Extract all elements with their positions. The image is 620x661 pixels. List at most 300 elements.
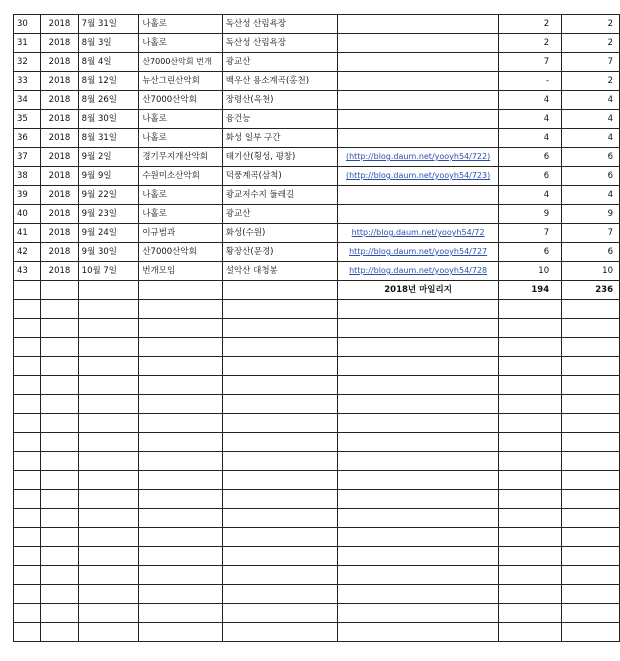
- date-cell: 8월 12일: [78, 72, 139, 91]
- place-cell: 화성(수원): [222, 224, 337, 243]
- empty-cell: [41, 604, 78, 623]
- empty-cell: [139, 623, 222, 642]
- empty-cell: [78, 319, 139, 338]
- place-cell: 설악산 대청봉: [222, 262, 337, 281]
- empty-row: [14, 433, 620, 452]
- value2-cell: 2: [562, 15, 620, 34]
- mileage-sheet: [13, 14, 620, 642]
- empty-cell: [337, 319, 498, 338]
- empty-cell: [562, 376, 620, 395]
- empty-cell: [139, 528, 222, 547]
- row-number: 36: [14, 129, 41, 148]
- empty-cell: [222, 433, 337, 452]
- year-cell: 2018: [41, 34, 78, 53]
- empty-cell: [222, 338, 337, 357]
- empty-cell: [139, 509, 222, 528]
- place-cell: 독산성 산림욕장: [222, 15, 337, 34]
- empty-cell: [337, 338, 498, 357]
- empty-cell: [222, 281, 337, 300]
- empty-cell: [499, 585, 562, 604]
- empty-row: [14, 376, 620, 395]
- empty-row: [14, 604, 620, 623]
- empty-cell: [14, 547, 41, 566]
- empty-cell: [499, 433, 562, 452]
- group-cell: 나홀로: [139, 129, 222, 148]
- empty-row: [14, 395, 620, 414]
- empty-row: [14, 414, 620, 433]
- value1-cell: 10: [499, 262, 562, 281]
- empty-cell: [14, 452, 41, 471]
- empty-row: [14, 357, 620, 376]
- empty-cell: [41, 357, 78, 376]
- value2-cell: 4: [562, 110, 620, 129]
- mileage-table: [13, 14, 620, 642]
- empty-cell: [222, 319, 337, 338]
- empty-cell: [337, 623, 498, 642]
- empty-cell: [222, 414, 337, 433]
- link-cell[interactable]: [337, 148, 498, 167]
- empty-cell: [14, 395, 41, 414]
- year-cell: 2018: [41, 15, 78, 34]
- empty-cell: [499, 376, 562, 395]
- value1-cell: 9: [499, 205, 562, 224]
- table-row: [14, 262, 620, 281]
- value1-cell: -: [499, 72, 562, 91]
- empty-cell: [139, 319, 222, 338]
- date-cell: 9월 24일: [78, 224, 139, 243]
- year-cell: 2018: [41, 129, 78, 148]
- empty-cell: [78, 566, 139, 585]
- value1-cell: 7: [499, 224, 562, 243]
- empty-cell: [139, 452, 222, 471]
- value1-cell: 2: [499, 34, 562, 53]
- empty-cell: [337, 414, 498, 433]
- link-cell: [337, 34, 498, 53]
- value2-cell: 7: [562, 53, 620, 72]
- empty-cell: [14, 376, 41, 395]
- table-row: [14, 243, 620, 262]
- empty-cell: [78, 414, 139, 433]
- value2-cell: 7: [562, 224, 620, 243]
- place-cell: 광교산: [222, 205, 337, 224]
- empty-cell: [78, 357, 139, 376]
- empty-cell: [222, 471, 337, 490]
- total-row: [14, 281, 620, 300]
- row-number: 37: [14, 148, 41, 167]
- empty-cell: [41, 528, 78, 547]
- empty-cell: [499, 414, 562, 433]
- place-cell: 광교산: [222, 53, 337, 72]
- empty-cell: [14, 585, 41, 604]
- empty-cell: [562, 319, 620, 338]
- year-cell: 2018: [41, 53, 78, 72]
- empty-cell: [139, 357, 222, 376]
- empty-cell: [222, 300, 337, 319]
- empty-cell: [222, 376, 337, 395]
- empty-cell: [41, 490, 78, 509]
- empty-cell: [78, 604, 139, 623]
- year-cell: 2018: [41, 110, 78, 129]
- row-number: 31: [14, 34, 41, 53]
- empty-row: [14, 319, 620, 338]
- empty-cell: [222, 585, 337, 604]
- value2-cell: 9: [562, 205, 620, 224]
- empty-cell: [41, 566, 78, 585]
- date-cell: 8월 31일: [78, 129, 139, 148]
- empty-cell: [41, 414, 78, 433]
- date-cell: 10월 7일: [78, 262, 139, 281]
- empty-row: [14, 471, 620, 490]
- empty-cell: [78, 338, 139, 357]
- date-cell: 7월 31일: [78, 15, 139, 34]
- empty-cell: [139, 566, 222, 585]
- table-row: [14, 34, 620, 53]
- empty-cell: [139, 281, 222, 300]
- group-cell: 수원미소산악회: [139, 167, 222, 186]
- empty-cell: [139, 471, 222, 490]
- empty-cell: [41, 452, 78, 471]
- value1-cell: 2: [499, 15, 562, 34]
- group-cell: 뉴산그린산악회: [139, 72, 222, 91]
- blog-link[interactable]: (http://blog.daum.net/yooyh54/723): [345, 171, 491, 180]
- empty-cell: [562, 357, 620, 376]
- empty-cell: [139, 490, 222, 509]
- date-cell: 8월 4일: [78, 53, 139, 72]
- empty-cell: [78, 509, 139, 528]
- total-value: 194: [499, 281, 562, 300]
- total-label: 2018년 마일리지: [337, 281, 498, 300]
- row-number: 33: [14, 72, 41, 91]
- empty-cell: [337, 300, 498, 319]
- row-number: 30: [14, 15, 41, 34]
- empty-cell: [14, 528, 41, 547]
- empty-cell: [78, 528, 139, 547]
- group-cell: 나홀로: [139, 205, 222, 224]
- year-cell: 2018: [41, 148, 78, 167]
- link-cell: [337, 72, 498, 91]
- group-cell: 산7000산악회: [139, 243, 222, 262]
- empty-cell: [41, 547, 78, 566]
- date-cell: 9월 23일: [78, 205, 139, 224]
- value2-cell: 10: [562, 262, 620, 281]
- value2-cell: 4: [562, 129, 620, 148]
- year-cell: 2018: [41, 243, 78, 262]
- empty-cell: [499, 509, 562, 528]
- value1-cell: 4: [499, 129, 562, 148]
- value1-cell: 7: [499, 53, 562, 72]
- empty-cell: [499, 395, 562, 414]
- table-row: [14, 224, 620, 243]
- empty-cell: [139, 395, 222, 414]
- empty-cell: [41, 319, 78, 338]
- empty-cell: [78, 490, 139, 509]
- empty-cell: [499, 300, 562, 319]
- empty-cell: [78, 623, 139, 642]
- empty-cell: [41, 395, 78, 414]
- place-cell: 장령산(옥천): [222, 91, 337, 110]
- empty-cell: [337, 395, 498, 414]
- row-number: 35: [14, 110, 41, 129]
- empty-cell: [562, 547, 620, 566]
- empty-cell: [222, 509, 337, 528]
- empty-cell: [337, 547, 498, 566]
- value1-cell: 6: [499, 167, 562, 186]
- row-number: 42: [14, 243, 41, 262]
- date-cell: 9월 9일: [78, 167, 139, 186]
- empty-cell: [41, 300, 78, 319]
- empty-cell: [562, 471, 620, 490]
- empty-cell: [562, 604, 620, 623]
- total-value: 236: [562, 281, 620, 300]
- blog-link[interactable]: http://blog.daum.net/yooyh54/727: [349, 247, 488, 256]
- empty-cell: [337, 604, 498, 623]
- link-cell: [337, 15, 498, 34]
- empty-cell: [499, 471, 562, 490]
- empty-cell: [562, 566, 620, 585]
- empty-cell: [41, 281, 78, 300]
- empty-cell: [562, 585, 620, 604]
- empty-cell: [337, 528, 498, 547]
- empty-cell: [499, 528, 562, 547]
- empty-cell: [337, 471, 498, 490]
- table-row: [14, 186, 620, 205]
- year-cell: 2018: [41, 167, 78, 186]
- value2-cell: 4: [562, 91, 620, 110]
- empty-row: [14, 338, 620, 357]
- empty-cell: [139, 547, 222, 566]
- empty-cell: [222, 452, 337, 471]
- value1-cell: 4: [499, 110, 562, 129]
- link-cell[interactable]: [337, 262, 498, 281]
- empty-cell: [78, 433, 139, 452]
- date-cell: 8월 26일: [78, 91, 139, 110]
- row-number: 41: [14, 224, 41, 243]
- table-row: [14, 129, 620, 148]
- empty-cell: [222, 566, 337, 585]
- empty-cell: [78, 452, 139, 471]
- blog-link[interactable]: http://blog.daum.net/yooyh54/728: [349, 266, 488, 275]
- empty-cell: [499, 547, 562, 566]
- empty-cell: [139, 376, 222, 395]
- place-cell: 광교저수지 둘레길: [222, 186, 337, 205]
- value1-cell: 6: [499, 148, 562, 167]
- row-number: 34: [14, 91, 41, 110]
- empty-cell: [337, 509, 498, 528]
- empty-cell: [562, 452, 620, 471]
- empty-cell: [222, 623, 337, 642]
- empty-cell: [78, 300, 139, 319]
- empty-cell: [562, 623, 620, 642]
- empty-cell: [499, 319, 562, 338]
- place-cell: 독산성 산림욕장: [222, 34, 337, 53]
- empty-cell: [562, 395, 620, 414]
- empty-row: [14, 509, 620, 528]
- empty-cell: [499, 338, 562, 357]
- empty-cell: [499, 623, 562, 642]
- value2-cell: 4: [562, 186, 620, 205]
- blog-link[interactable]: http://blog.daum.net/yooyh54/72: [351, 228, 485, 237]
- place-cell: 융건능: [222, 110, 337, 129]
- group-cell: 나홀로: [139, 186, 222, 205]
- empty-cell: [337, 376, 498, 395]
- table-row: [14, 167, 620, 186]
- empty-cell: [41, 338, 78, 357]
- empty-cell: [14, 471, 41, 490]
- empty-cell: [14, 281, 41, 300]
- empty-cell: [222, 547, 337, 566]
- empty-cell: [78, 547, 139, 566]
- empty-cell: [222, 490, 337, 509]
- value2-cell: 6: [562, 243, 620, 262]
- group-cell: 경기무지개산악회: [139, 148, 222, 167]
- empty-cell: [14, 300, 41, 319]
- empty-cell: [41, 585, 78, 604]
- date-cell: 9월 30일: [78, 243, 139, 262]
- empty-cell: [337, 433, 498, 452]
- empty-cell: [139, 414, 222, 433]
- group-cell: 이규범과: [139, 224, 222, 243]
- value1-cell: 4: [499, 91, 562, 110]
- table-row: [14, 53, 620, 72]
- group-cell: 번개모임: [139, 262, 222, 281]
- empty-cell: [222, 604, 337, 623]
- group-cell: 산7000산악회: [139, 91, 222, 110]
- table-row: [14, 15, 620, 34]
- empty-cell: [78, 471, 139, 490]
- empty-cell: [337, 585, 498, 604]
- empty-cell: [139, 300, 222, 319]
- empty-cell: [78, 281, 139, 300]
- date-cell: 9월 22일: [78, 186, 139, 205]
- empty-cell: [14, 509, 41, 528]
- empty-cell: [14, 490, 41, 509]
- empty-cell: [14, 566, 41, 585]
- empty-cell: [139, 604, 222, 623]
- empty-cell: [499, 604, 562, 623]
- row-number: 39: [14, 186, 41, 205]
- empty-row: [14, 490, 620, 509]
- place-cell: 태기산(횡성, 평창): [222, 148, 337, 167]
- place-cell: 백우산 용소계곡(홍천): [222, 72, 337, 91]
- empty-cell: [337, 357, 498, 376]
- link-cell: [337, 110, 498, 129]
- empty-cell: [562, 300, 620, 319]
- empty-cell: [562, 528, 620, 547]
- link-cell: [337, 186, 498, 205]
- link-cell[interactable]: [337, 224, 498, 243]
- empty-cell: [41, 471, 78, 490]
- empty-cell: [41, 623, 78, 642]
- date-cell: 8월 3일: [78, 34, 139, 53]
- value1-cell: 4: [499, 186, 562, 205]
- value1-cell: 6: [499, 243, 562, 262]
- empty-cell: [222, 528, 337, 547]
- empty-cell: [562, 433, 620, 452]
- year-cell: 2018: [41, 186, 78, 205]
- value2-cell: 6: [562, 148, 620, 167]
- row-number: 32: [14, 53, 41, 72]
- table-row: [14, 91, 620, 110]
- empty-cell: [139, 433, 222, 452]
- table-row: [14, 148, 620, 167]
- empty-cell: [14, 319, 41, 338]
- empty-cell: [499, 490, 562, 509]
- empty-cell: [337, 566, 498, 585]
- value2-cell: 6: [562, 167, 620, 186]
- empty-cell: [14, 604, 41, 623]
- empty-cell: [14, 414, 41, 433]
- group-cell: 나홀로: [139, 110, 222, 129]
- date-cell: 8월 30일: [78, 110, 139, 129]
- group-cell: 나홀로: [139, 34, 222, 53]
- empty-cell: [499, 452, 562, 471]
- empty-cell: [14, 357, 41, 376]
- empty-cell: [222, 357, 337, 376]
- empty-cell: [41, 376, 78, 395]
- year-cell: 2018: [41, 205, 78, 224]
- table-row: [14, 110, 620, 129]
- empty-cell: [78, 395, 139, 414]
- year-cell: 2018: [41, 262, 78, 281]
- row-number: 38: [14, 167, 41, 186]
- empty-cell: [337, 452, 498, 471]
- empty-cell: [562, 490, 620, 509]
- link-cell[interactable]: [337, 167, 498, 186]
- link-cell: [337, 53, 498, 72]
- year-cell: 2018: [41, 72, 78, 91]
- value2-cell: 2: [562, 34, 620, 53]
- empty-cell: [499, 357, 562, 376]
- empty-cell: [14, 623, 41, 642]
- table-body: [14, 15, 620, 642]
- blog-link[interactable]: (http://blog.daum.net/yooyh54/722): [345, 152, 491, 161]
- empty-cell: [562, 509, 620, 528]
- empty-row: [14, 300, 620, 319]
- link-cell[interactable]: [337, 243, 498, 262]
- empty-row: [14, 528, 620, 547]
- place-cell: 덕풍계곡(삼척): [222, 167, 337, 186]
- empty-row: [14, 566, 620, 585]
- place-cell: 황장산(문경): [222, 243, 337, 262]
- empty-row: [14, 547, 620, 566]
- empty-cell: [41, 509, 78, 528]
- row-number: 40: [14, 205, 41, 224]
- value2-cell: 2: [562, 72, 620, 91]
- link-cell: [337, 129, 498, 148]
- empty-row: [14, 623, 620, 642]
- group-cell: 나홀로: [139, 15, 222, 34]
- empty-cell: [562, 338, 620, 357]
- empty-cell: [499, 566, 562, 585]
- empty-cell: [222, 395, 337, 414]
- empty-cell: [41, 433, 78, 452]
- link-cell: [337, 91, 498, 110]
- year-cell: 2018: [41, 224, 78, 243]
- empty-cell: [139, 585, 222, 604]
- empty-row: [14, 452, 620, 471]
- empty-cell: [14, 338, 41, 357]
- empty-row: [14, 585, 620, 604]
- empty-cell: [139, 338, 222, 357]
- group-cell: 산7000산악회 번개: [139, 53, 222, 72]
- link-cell: [337, 205, 498, 224]
- empty-cell: [337, 490, 498, 509]
- empty-cell: [562, 414, 620, 433]
- empty-cell: [78, 585, 139, 604]
- table-row: [14, 205, 620, 224]
- empty-cell: [78, 376, 139, 395]
- empty-cell: [14, 433, 41, 452]
